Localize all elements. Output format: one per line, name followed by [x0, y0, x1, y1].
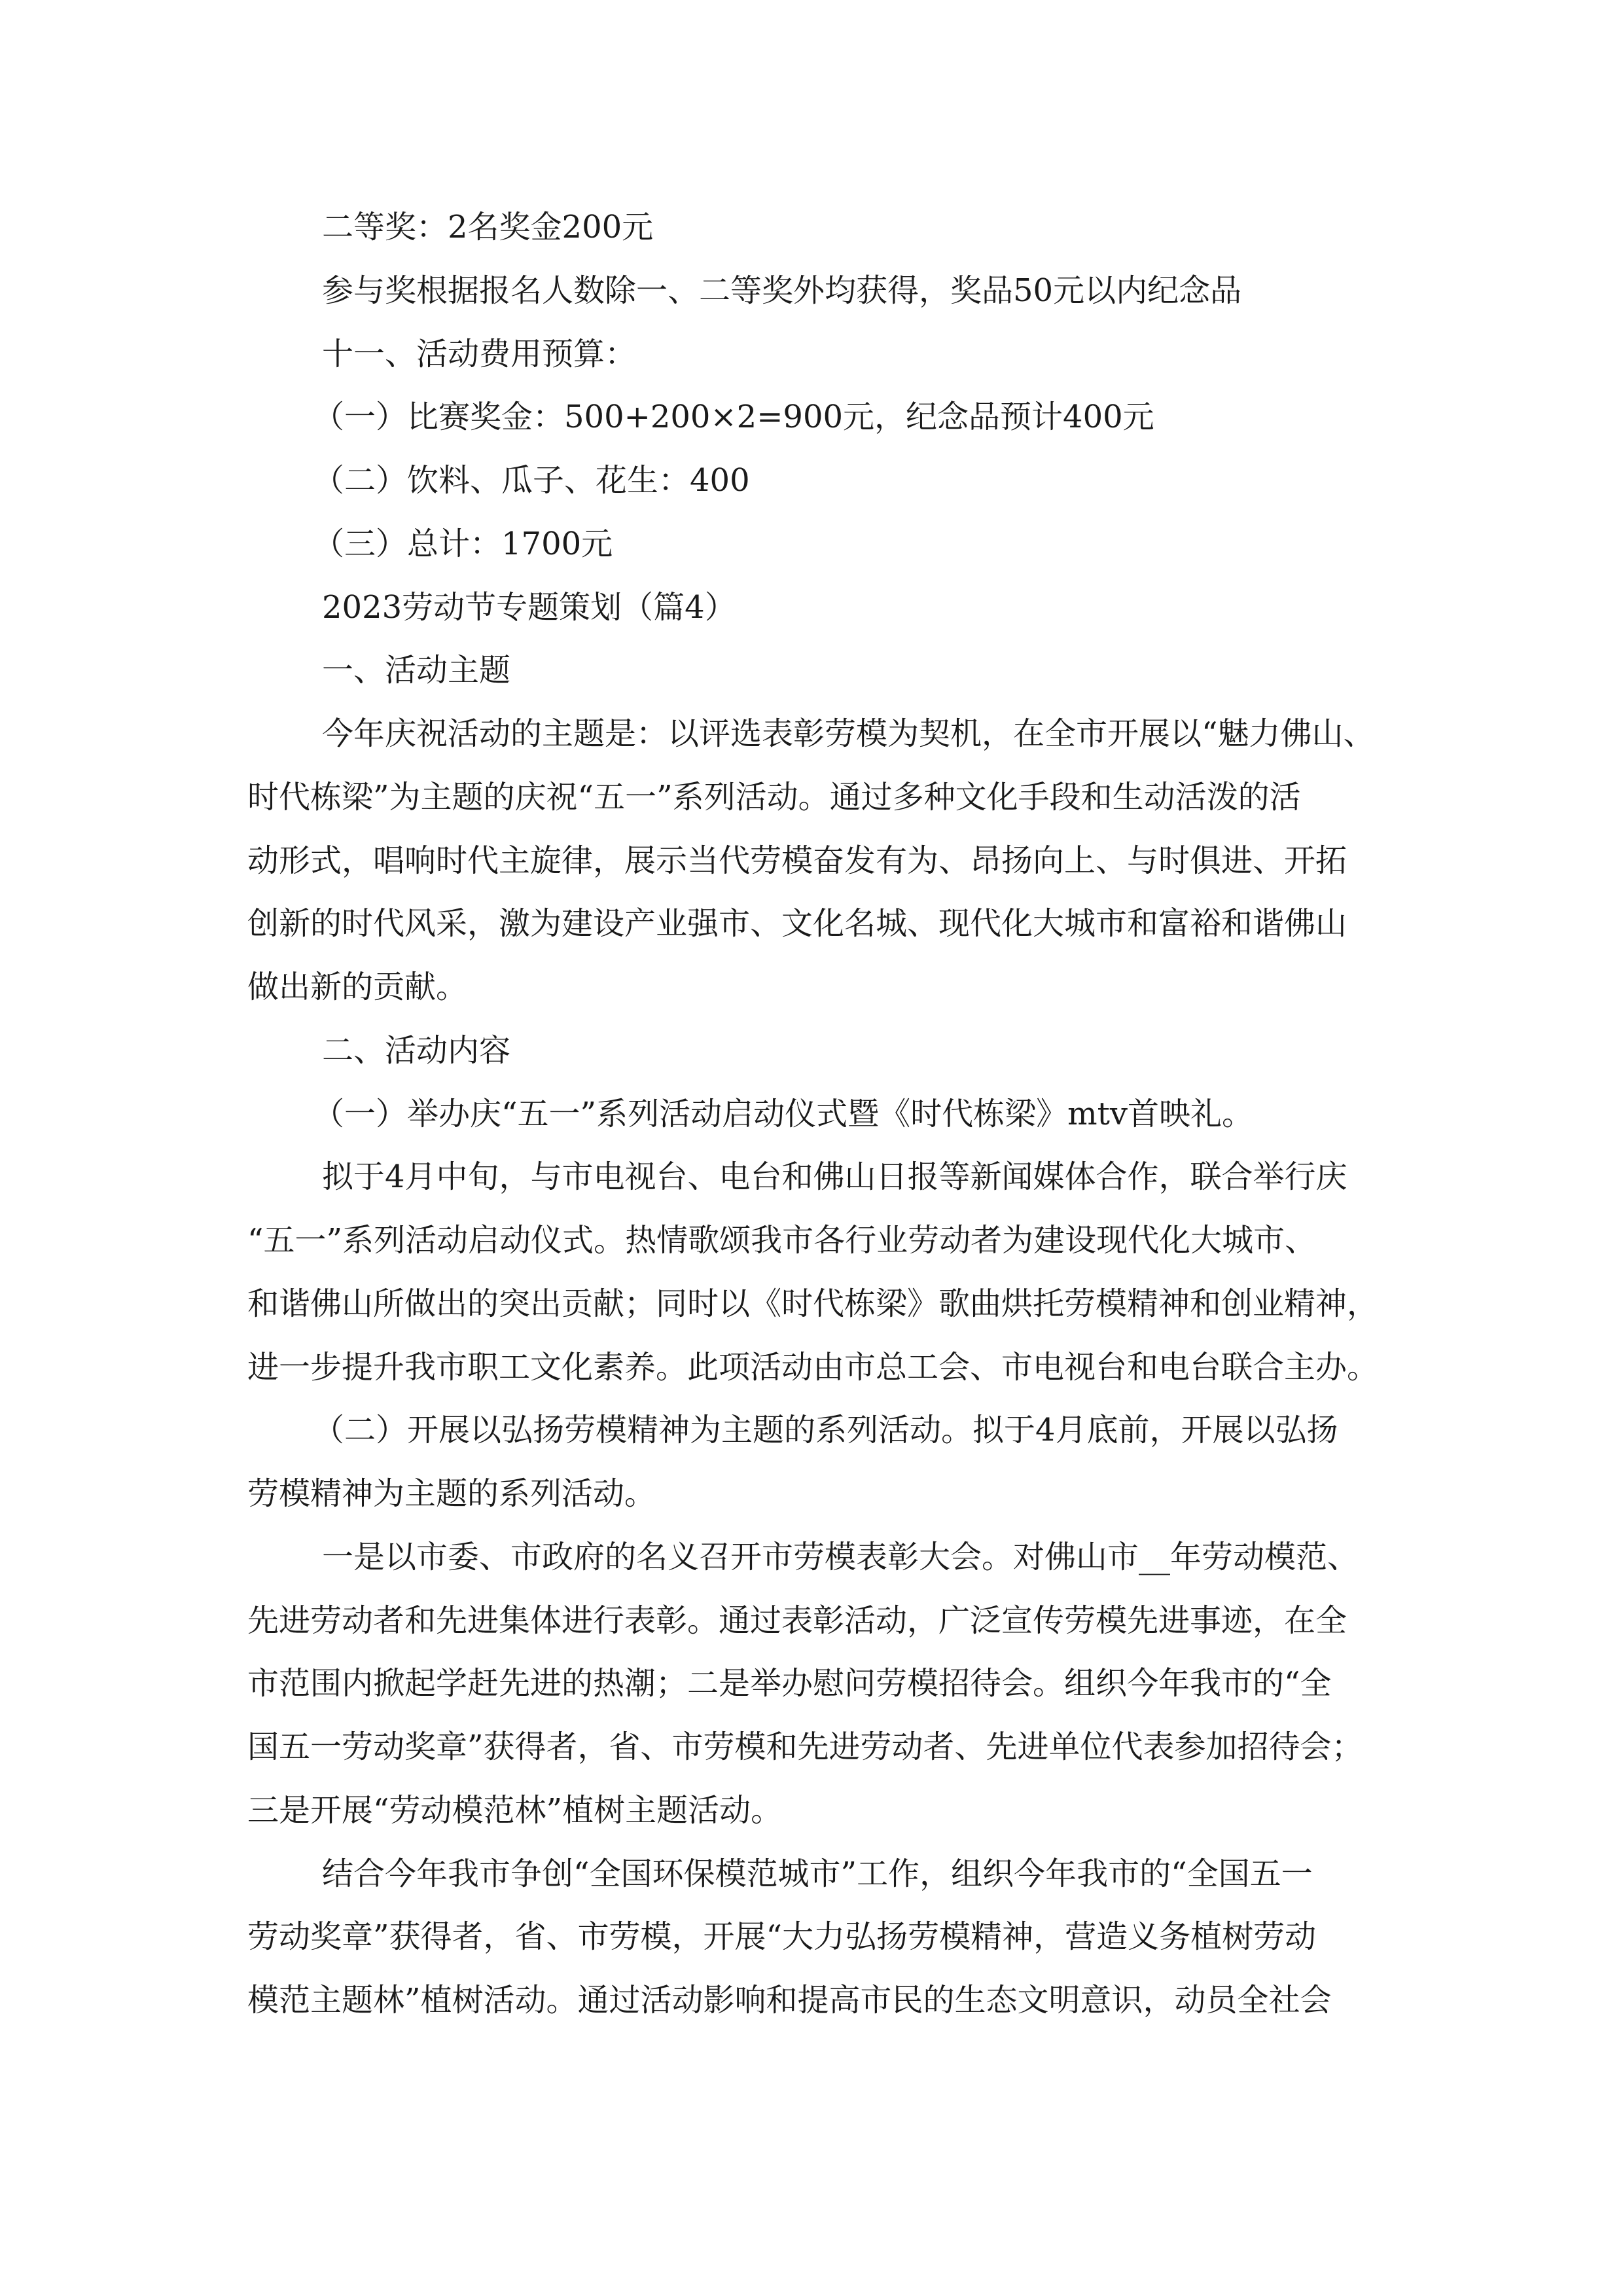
text-line: （二）饮料、瓜子、花生：400 — [313, 462, 750, 499]
text-line: 二等奖：2名奖金200元 — [322, 209, 654, 245]
text-line: 一是以市委、市政府的名义召开市劳模表彰大会。对佛山市__年劳动模范、 — [322, 1539, 1359, 1575]
text-line: 今年庆祝活动的主题是：以评选表彰劳模为契机，在全市开展以“魅力佛山、 — [322, 715, 1375, 752]
text-line: 和谐佛山所做出的突出贡献；同时以《时代栋梁》歌曲烘托劳模精神和创业精神， — [247, 1285, 1379, 1322]
text-line: 创新的时代风采，激为建设产业强市、文化名城、现代化大城市和富裕和谐佛山 — [247, 905, 1347, 942]
text-line: 时代栋梁”为主题的庆祝“五一”系列活动。通过多种文化手段和生动活泼的活 — [247, 779, 1301, 816]
section-heading: 二、活动内容 — [322, 1032, 511, 1069]
text-line: （一）举办庆“五一”系列活动启动仪式暨《时代栋梁》mtv首映礼。 — [313, 1096, 1254, 1132]
text-line: 市范围内掀起学赶先进的热潮；二是举办慰问劳模招待会。组织今年我市的“全 — [247, 1665, 1332, 1702]
text-line: 劳动奖章”获得者，省、市劳模，开展“大力弘扬劳模精神，营造义务植树劳动 — [247, 1918, 1317, 1955]
text-line: 十一、活动费用预算： — [322, 336, 637, 372]
text-line: “五一”系列活动启动仪式。热情歌颂我市各行业劳动者为建设现代化大城市、 — [247, 1222, 1317, 1259]
text-line: 拟于4月中旬，与市电视台、电台和佛山日报等新闻媒体合作，联合举行庆 — [322, 1158, 1347, 1195]
text-line: 三是开展“劳动模范林”植树主题活动。 — [247, 1792, 783, 1829]
text-line: 做出新的贡献。 — [247, 969, 468, 1005]
text-line: 先进劳动者和先进集体进行表彰。通过表彰活动，广泛宣传劳模先进事迹，在全 — [247, 1602, 1347, 1639]
text-line: 进一步提升我市职工文化素养。此项活动由市总工会、市电视台和电台联合主办。 — [247, 1349, 1379, 1386]
text-line: 劳模精神为主题的系列活动。 — [247, 1475, 656, 1512]
section-heading: 一、活动主题 — [322, 652, 511, 689]
text-line: （三）总计：1700元 — [313, 526, 613, 562]
text-line: 国五一劳动奖章”获得者，省、市劳模和先进劳动者、先进单位代表参加招待会； — [247, 1729, 1363, 1765]
text-line: 参与奖根据报名人数除一、二等奖外均获得，奖品50元以内纪念品 — [322, 272, 1242, 309]
text-line: 动形式，唱响时代主旋律，展示当代劳模奋发有为、昂扬向上、与时俱进、开拓 — [247, 842, 1347, 879]
text-line: （一）比赛奖金：500+200×2=900元，纪念品预计400元 — [313, 399, 1154, 435]
section-heading: 2023劳动节专题策划（篇4） — [322, 589, 736, 626]
text-line: 结合今年我市争创“全国环保模范城市”工作，组织今年我市的“全国五一 — [322, 1856, 1313, 1892]
text-line: （二）开展以弘扬劳模精神为主题的系列活动。拟于4月底前，开展以弘扬 — [313, 1412, 1338, 1448]
text-line: 模范主题林”植树活动。通过活动影响和提高市民的生态文明意识，动员全社会 — [247, 1982, 1332, 2018]
